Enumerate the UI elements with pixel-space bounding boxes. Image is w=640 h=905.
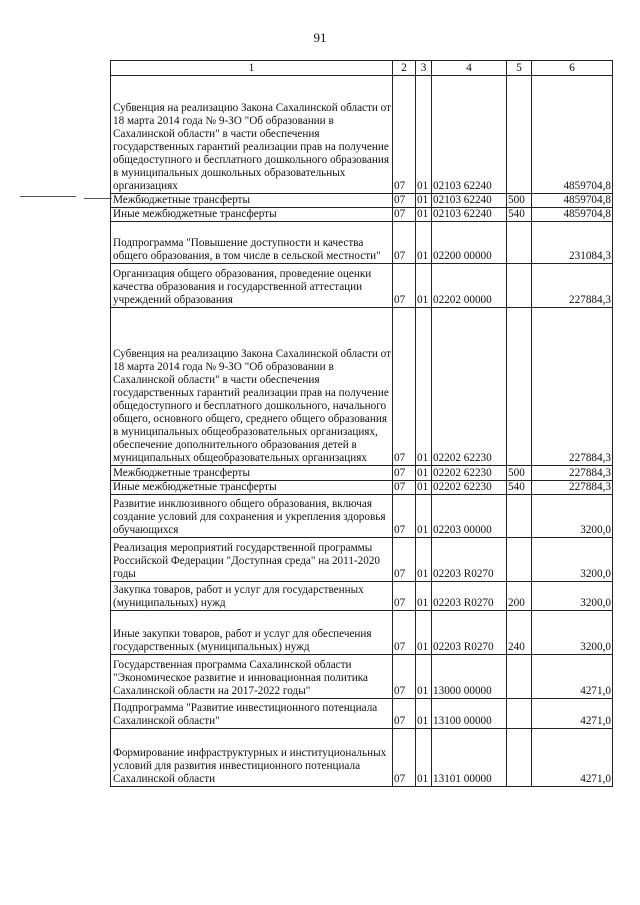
table-row bbox=[111, 729, 613, 787]
header-cell-3: 3 bbox=[416, 61, 432, 76]
table-row bbox=[111, 308, 613, 466]
expense-type-cell: 200 bbox=[507, 582, 532, 611]
section-code-cell: 07 bbox=[393, 538, 416, 582]
expense-type-cell bbox=[507, 222, 532, 264]
amount-cell: 3200,0 bbox=[532, 538, 613, 582]
subsection-code-cell: 01 bbox=[416, 466, 432, 481]
table-row bbox=[111, 655, 613, 699]
row-name-cell: Организация общего образования, проведение оценки качества образования и государственной аттестации учреждений образования bbox=[111, 264, 393, 308]
subsection-code-cell: 01 bbox=[416, 538, 432, 582]
section-code-cell: 07 bbox=[393, 208, 416, 222]
section-code-cell: 07 bbox=[393, 495, 416, 538]
row-name-cell: Субвенция на реализацию Закона Сахалинской области от 18 марта 2014 года № 9-ЗО "Об образовании в Сахалинской области" в части обеспечения государственных гарантий реализации прав на получение общедоступного и бесплатного дошкольного, начального общего, основного общего, среднего общего образования в муниципальных общеобразовательных организациях, обеспечение дополнительного образования детей в муниципальных общеобразовательных организациях bbox=[111, 308, 393, 466]
scan-mark-line bbox=[84, 198, 112, 199]
target-code-cell: 02103 62240 bbox=[432, 208, 507, 222]
target-code-cell: 13000 00000 bbox=[432, 655, 507, 699]
table-row bbox=[111, 538, 613, 582]
row-name-cell: Иные закупки товаров, работ и услуг для обеспечения государственных (муниципальных) нужд bbox=[111, 611, 393, 655]
expense-type-cell: 500 bbox=[507, 194, 532, 208]
budget-table-sheet bbox=[110, 60, 612, 787]
expense-type-cell bbox=[507, 495, 532, 538]
amount-cell: 4859704,8 bbox=[532, 194, 613, 208]
amount-cell: 4271,0 bbox=[532, 729, 613, 787]
table-row bbox=[111, 611, 613, 655]
expense-type-cell bbox=[507, 729, 532, 787]
amount-cell: 3200,0 bbox=[532, 495, 613, 538]
section-code-cell: 07 bbox=[393, 655, 416, 699]
target-code-cell: 13100 00000 bbox=[432, 699, 507, 729]
section-code-cell: 07 bbox=[393, 194, 416, 208]
header-cell-5: 5 bbox=[507, 61, 532, 76]
row-name-cell: Подпрограмма "Развитие инвестиционного потенциала Сахалинской области" bbox=[111, 699, 393, 729]
table-row bbox=[111, 481, 613, 495]
row-name-cell: Иные межбюджетные трансферты bbox=[111, 481, 393, 495]
amount-cell: 227884,3 bbox=[532, 264, 613, 308]
table-row bbox=[111, 208, 613, 222]
target-code-cell: 02203 R0270 bbox=[432, 611, 507, 655]
subsection-code-cell: 01 bbox=[416, 76, 432, 194]
subsection-code-cell: 01 bbox=[416, 699, 432, 729]
amount-cell: 3200,0 bbox=[532, 582, 613, 611]
target-code-cell: 02103 62240 bbox=[432, 194, 507, 208]
row-name-cell: Субвенция на реализацию Закона Сахалинской области от 18 марта 2014 года № 9-ЗО "Об образовании в Сахалинской области" в части обеспечения государственных гарантий реализации прав на получение общедоступного и бесплатного дошкольного образования в муниципальных дошкольных образовательных организациях bbox=[111, 76, 393, 194]
target-code-cell: 02203 R0270 bbox=[432, 582, 507, 611]
table-row bbox=[111, 194, 613, 208]
amount-cell: 231084,3 bbox=[532, 222, 613, 264]
subsection-code-cell: 01 bbox=[416, 611, 432, 655]
section-code-cell: 07 bbox=[393, 222, 416, 264]
table-row bbox=[111, 582, 613, 611]
subsection-code-cell: 01 bbox=[416, 481, 432, 495]
expense-type-cell: 240 bbox=[507, 611, 532, 655]
target-code-cell: 02203 00000 bbox=[432, 495, 507, 538]
row-name-cell: Иные межбюджетные трансферты bbox=[111, 208, 393, 222]
subsection-code-cell: 01 bbox=[416, 308, 432, 466]
header-cell-6: 6 bbox=[532, 61, 613, 76]
subsection-code-cell: 01 bbox=[416, 655, 432, 699]
amount-cell: 4859704,8 bbox=[532, 208, 613, 222]
expense-type-cell bbox=[507, 538, 532, 582]
section-code-cell: 07 bbox=[393, 582, 416, 611]
expense-type-cell: 540 bbox=[507, 208, 532, 222]
target-code-cell: 02202 62230 bbox=[432, 308, 507, 466]
section-code-cell: 07 bbox=[393, 699, 416, 729]
amount-cell: 4271,0 bbox=[532, 699, 613, 729]
row-name-cell: Государственная программа Сахалинской области "Экономическое развитие и инновационная политика Сахалинской области на 2017-2022 годы" bbox=[111, 655, 393, 699]
amount-cell: 4271,0 bbox=[532, 655, 613, 699]
row-name-cell: Закупка товаров, работ и услуг для государственных (муниципальных) нужд bbox=[111, 582, 393, 611]
subsection-code-cell: 01 bbox=[416, 582, 432, 611]
table-row bbox=[111, 495, 613, 538]
expense-type-cell: 540 bbox=[507, 481, 532, 495]
target-code-cell: 02200 00000 bbox=[432, 222, 507, 264]
subsection-code-cell: 01 bbox=[416, 208, 432, 222]
row-name-cell: Формирование инфраструктурных и институциональных условий для развития инвестиционного потенциала Сахалинской области bbox=[111, 729, 393, 787]
target-code-cell: 02103 62240 bbox=[432, 76, 507, 194]
amount-cell: 227884,3 bbox=[532, 308, 613, 466]
section-code-cell: 07 bbox=[393, 308, 416, 466]
budget-table bbox=[110, 60, 613, 787]
row-name-cell: Реализация мероприятий государственной программы Российской Федерации "Доступная среда" на 2011-2020 годы bbox=[111, 538, 393, 582]
amount-cell: 227884,3 bbox=[532, 481, 613, 495]
subsection-code-cell: 01 bbox=[416, 495, 432, 538]
table-row bbox=[111, 466, 613, 481]
expense-type-cell bbox=[507, 308, 532, 466]
header-cell-2: 2 bbox=[393, 61, 416, 76]
section-code-cell: 07 bbox=[393, 481, 416, 495]
subsection-code-cell: 01 bbox=[416, 264, 432, 308]
table-row bbox=[111, 222, 613, 264]
table-row bbox=[111, 264, 613, 308]
section-code-cell: 07 bbox=[393, 264, 416, 308]
subsection-code-cell: 01 bbox=[416, 194, 432, 208]
row-name-cell: Развитие инклюзивного общего образования, включая создание условий для сохранения и укрепления здоровья обучающихся bbox=[111, 495, 393, 538]
amount-cell: 4859704,8 bbox=[532, 76, 613, 194]
table-row bbox=[111, 76, 613, 194]
row-name-cell: Межбюджетные трансферты bbox=[111, 466, 393, 481]
subsection-code-cell: 01 bbox=[416, 729, 432, 787]
subsection-code-cell: 01 bbox=[416, 222, 432, 264]
amount-cell: 227884,3 bbox=[532, 466, 613, 481]
scan-mark-line bbox=[20, 196, 76, 197]
amount-cell: 3200,0 bbox=[532, 611, 613, 655]
header-cell-1: 1 bbox=[111, 61, 393, 76]
target-code-cell: 13101 00000 bbox=[432, 729, 507, 787]
header-cell-4: 4 bbox=[432, 61, 507, 76]
expense-type-cell bbox=[507, 655, 532, 699]
target-code-cell: 02202 62230 bbox=[432, 481, 507, 495]
row-name-cell: Подпрограмма "Повышение доступности и качества общего образования, в том числе в сельской местности" bbox=[111, 222, 393, 264]
row-name-cell: Межбюджетные трансферты bbox=[111, 194, 393, 208]
page-number: 91 bbox=[313, 30, 327, 45]
expense-type-cell bbox=[507, 264, 532, 308]
section-code-cell: 07 bbox=[393, 76, 416, 194]
expense-type-cell bbox=[507, 699, 532, 729]
target-code-cell: 02203 R0270 bbox=[432, 538, 507, 582]
section-code-cell: 07 bbox=[393, 729, 416, 787]
section-code-cell: 07 bbox=[393, 611, 416, 655]
target-code-cell: 02202 62230 bbox=[432, 466, 507, 481]
table-row bbox=[111, 699, 613, 729]
table-header-row bbox=[111, 61, 613, 76]
expense-type-cell: 500 bbox=[507, 466, 532, 481]
expense-type-cell bbox=[507, 76, 532, 194]
target-code-cell: 02202 00000 bbox=[432, 264, 507, 308]
section-code-cell: 07 bbox=[393, 466, 416, 481]
